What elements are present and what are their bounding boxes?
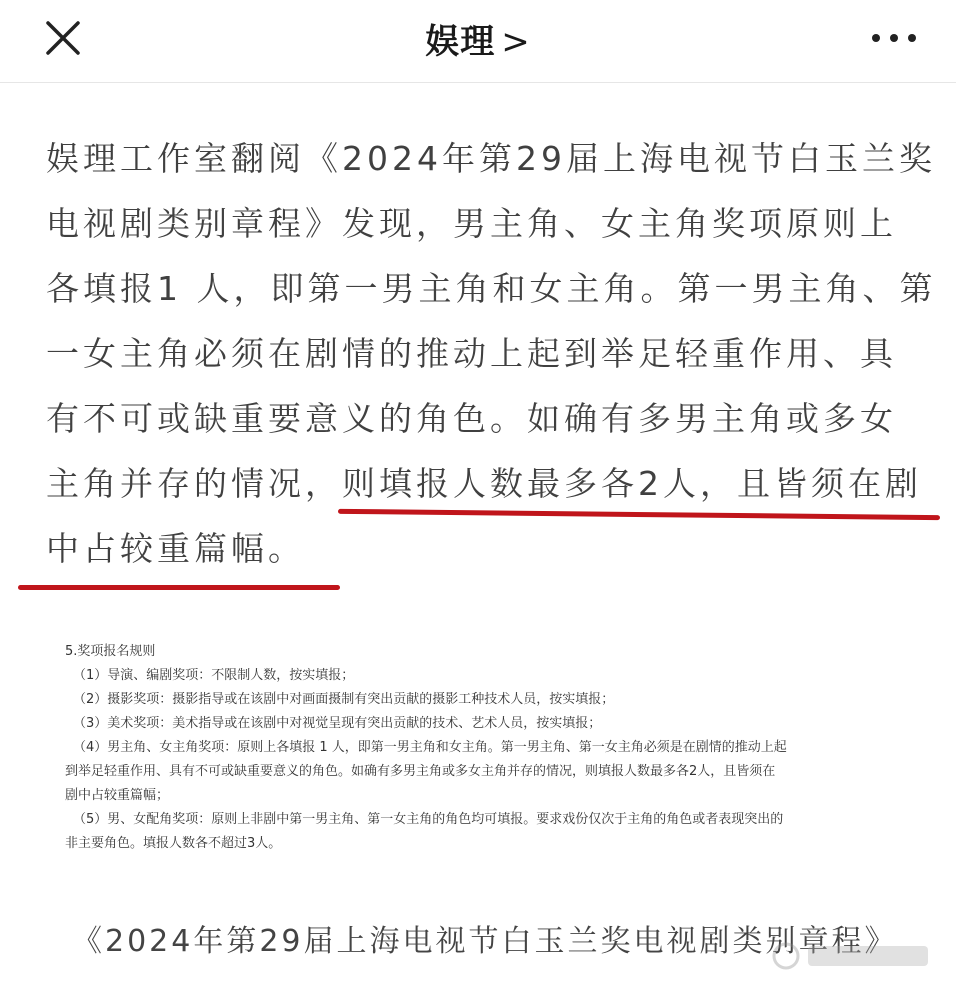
account-name: 娱理 — [425, 22, 496, 62]
document-line: 到举足轻重作用、具有不可或缺重要意义的角色。如确有多男主角或多女主角并存的情况，则填报人数最多各2人，且皆须在 — [65, 764, 776, 779]
highlight-underline — [18, 585, 340, 590]
image-caption: 《2024年第29届上海电视节白玉兰奖电视剧类别章程》 — [72, 924, 898, 959]
article-line: 主角并存的情况，则填报人数最多各2人，且皆须在剧 — [46, 464, 922, 503]
more-icon — [868, 26, 920, 50]
article-line: 一女主角必须在剧情的推动上起到举足轻重作用、具 — [46, 334, 897, 373]
document-line: （2）摄影奖项：摄影指导或在该剧中对画面摄制有突出贡献的摄影工种技术人员，按实填报； — [73, 692, 615, 707]
article-line: 娱理工作室翻阅《2024年第29届上海电视节白玉兰奖 — [46, 139, 936, 178]
document-line: （5）男、女配角奖项：原则上非剧中第一男主角、第一女主角的角色均可填报。要求戏份仅次于主角的角色或者表现突出的 — [73, 812, 784, 827]
document-heading: 5.奖项报名规则 — [65, 644, 156, 659]
header-divider — [0, 82, 956, 83]
document-line: 剧中占较重篇幅； — [65, 788, 170, 803]
document-line: 非主要角色。填报人数各不超过3人。 — [65, 836, 282, 851]
document-excerpt — [65, 640, 935, 856]
account-title-link[interactable] — [0, 14, 956, 63]
article-line: 电视剧类别章程》发现，男主角、女主角奖项原则上 — [46, 204, 897, 243]
article-line: 中占较重篇幅。 — [46, 529, 305, 568]
chevron-right-icon: > — [501, 22, 531, 62]
watermark-logo — [768, 938, 938, 974]
more-button[interactable] — [868, 26, 920, 50]
top-bar — [0, 0, 956, 80]
document-line: （3）美术奖项：美术指导或在该剧中对视觉呈现有突出贡献的技术、艺术人员，按实填报； — [73, 716, 602, 731]
document-line: （1）导演、编剧奖项：不限制人数，按实填报； — [73, 668, 355, 683]
article-line: 有不可或缺重要意义的角色。如确有多男主角或多女 — [46, 399, 897, 438]
article-line: 各填报1 人，即第一男主角和女主角。第一男主角、第 — [46, 269, 937, 308]
document-line: （4）男主角、女主角奖项：原则上各填报 1 人，即第一男主角和女主角。第一男主角、第一女主角必须是在剧情的推动上起 — [73, 740, 787, 755]
